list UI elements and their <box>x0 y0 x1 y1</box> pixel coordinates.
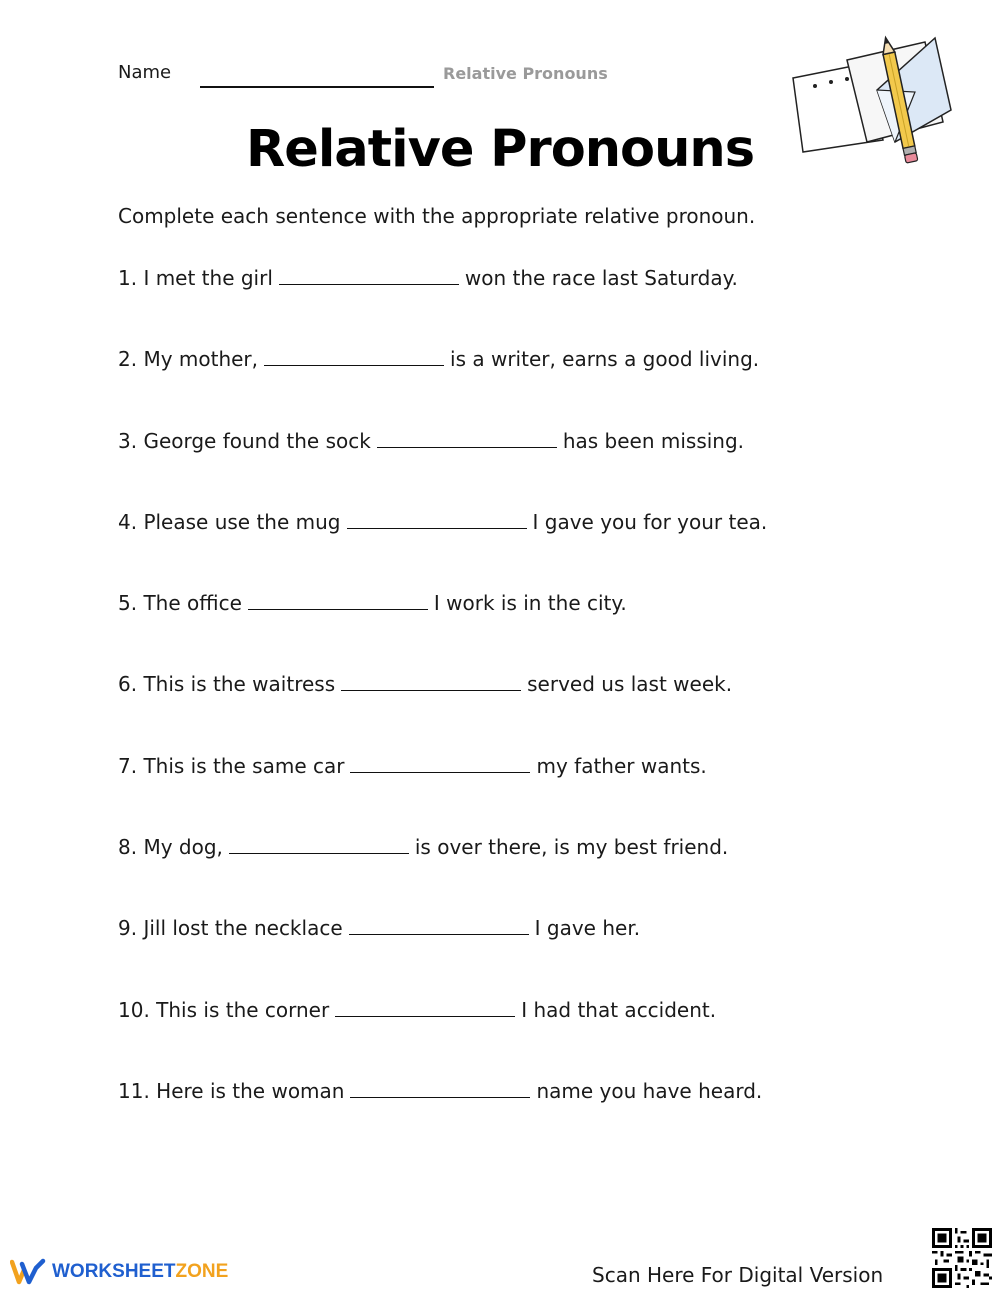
question-text-after: I gave her. <box>534 916 641 941</box>
question-text-before: 2. My mother, <box>118 347 259 372</box>
brand-name <box>52 1261 228 1283</box>
question-text-after: I work is in the city. <box>433 591 627 616</box>
question-item <box>118 510 767 591</box>
worksheetzone-logo-icon <box>10 1258 46 1286</box>
question-text-before: 11. Here is the woman <box>118 1078 345 1103</box>
question-text-after: won the race last Saturday. <box>464 266 738 290</box>
name-field-line[interactable] <box>200 86 434 88</box>
answer-blank[interactable] <box>349 917 529 935</box>
answer-blank[interactable] <box>264 348 444 366</box>
question-item <box>118 1079 767 1160</box>
worksheetzone-brand[interactable] <box>10 1258 228 1286</box>
header-title: Relative Pronouns <box>443 64 608 83</box>
answer-blank[interactable] <box>347 511 527 529</box>
question-item <box>118 835 767 916</box>
question-item <box>118 266 767 347</box>
question-item <box>118 672 767 753</box>
brand-name-part1: WORKSHEET <box>52 1261 176 1282</box>
question-text-after: my father wants. <box>536 753 707 778</box>
question-text-before: 7. This is the same car <box>118 753 345 778</box>
page-title: Relative Pronouns <box>245 120 755 179</box>
question-item <box>118 916 767 997</box>
question-text-before: 1. I met the girl <box>118 266 273 290</box>
question-text-after: I gave you for your tea. <box>532 509 768 534</box>
brand-name-part2: ZONE <box>175 1261 229 1282</box>
question-text-before: 4. Please use the mug <box>118 509 341 534</box>
answer-blank[interactable] <box>350 1080 530 1098</box>
question-text-before: 5. The office <box>118 591 242 616</box>
question-text-before: 9. Jill lost the necklace <box>118 916 343 941</box>
question-item <box>118 591 767 672</box>
question-item <box>118 347 767 428</box>
question-item <box>118 754 767 835</box>
question-text-before: 6. This is the waitress <box>118 672 336 697</box>
question-text-after: is a writer, earns a good living. <box>450 347 760 372</box>
question-text-before: 8. My dog, <box>118 835 223 860</box>
question-text-after: is over there, is my best friend. <box>414 835 729 860</box>
name-label: Name <box>118 62 172 83</box>
question-list <box>118 266 767 1160</box>
answer-blank[interactable] <box>335 999 515 1017</box>
answer-blank[interactable] <box>248 592 428 610</box>
qr-code-icon[interactable] <box>932 1228 992 1288</box>
answer-blank[interactable] <box>377 430 557 448</box>
question-item <box>118 998 767 1079</box>
answer-blank[interactable] <box>350 755 530 773</box>
answer-blank[interactable] <box>229 836 409 854</box>
question-text-before: 3. George found the sock <box>118 428 371 453</box>
question-text-after: served us last week. <box>527 672 733 697</box>
question-text-before: 10. This is the corner <box>118 997 330 1022</box>
answer-blank[interactable] <box>341 673 521 691</box>
answer-blank[interactable] <box>279 267 459 285</box>
question-text-after: has been missing. <box>562 428 745 453</box>
scan-text: Scan Here For Digital Version <box>592 1263 884 1287</box>
question-item <box>118 429 767 510</box>
instructions: Complete each sentence with the appropriate relative pronoun. <box>118 204 756 228</box>
question-text-after: I had that accident. <box>521 997 717 1022</box>
question-text-after: name you have heard. <box>536 1078 763 1103</box>
